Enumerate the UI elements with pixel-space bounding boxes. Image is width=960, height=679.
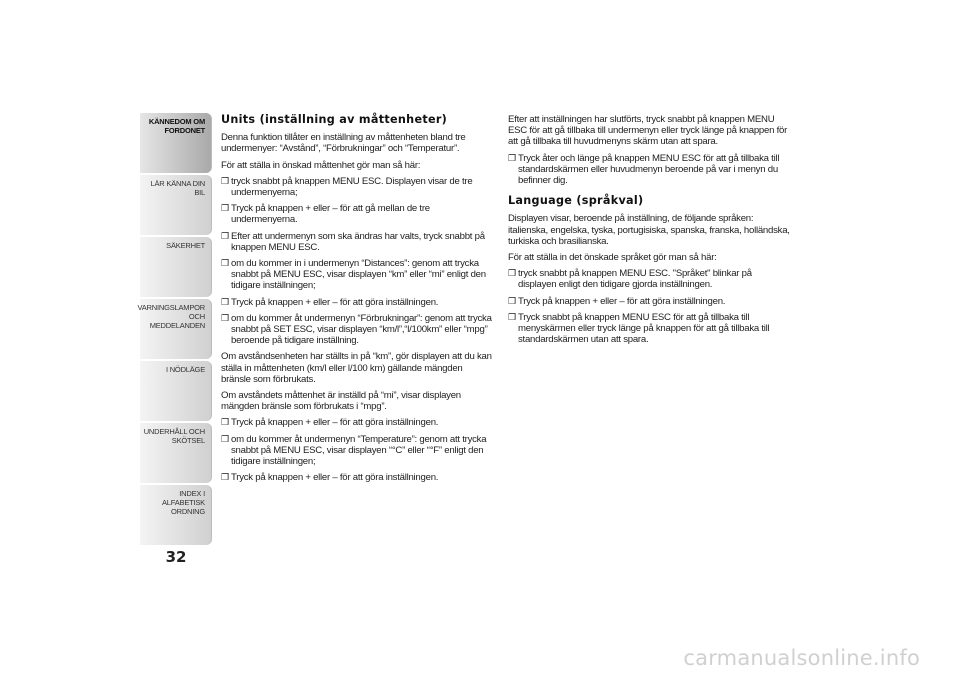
units-instruction: För att ställa in önskad måttenhet gör man så här: [221, 159, 421, 171]
tab-sakerhet[interactable]: SÄKERHET [140, 237, 212, 297]
left-column [221, 114, 493, 488]
language-steps-list [508, 268, 792, 345]
units-km-note: Om avståndsenheten har ställts in på “km”, gör displayen att du kan ställa in måttenheten (km/l eller l/100 km) gällande mängden bränsle som förbrukats. [221, 351, 492, 385]
checkbox-bullet-icon: ❒ [221, 258, 229, 269]
chapter-sidebar [137, 113, 212, 543]
page-number: 32 [165, 548, 187, 566]
checkbox-bullet-icon: ❒ [508, 311, 516, 322]
right-column [508, 114, 792, 350]
units-finish-note: Efter att inställningen har slutförts, tryck snabbt på knappen MENU ESC för att gå tillbaka till undermenyn eller tryck länge på knappen för att gå tillbaka till huvudmenyns skärm utan att spara. [508, 114, 788, 148]
checkbox-bullet-icon: ❒ [221, 230, 229, 241]
watermark: carmanualsonline.info [683, 646, 920, 670]
list-item: ❒ Tryck på knappen + eller – för att göra inställningen. [221, 472, 439, 484]
checkbox-bullet-icon: ❒ [221, 433, 229, 444]
tab-i-nodlage[interactable]: I NÖDLÄGE [140, 361, 212, 421]
list-item: ❒ tryck snabbt på knappen MENU ESC. "Språket" blinkar på displayen enligt den tidigare gjorda inställningen. [508, 268, 752, 291]
units-steps-list [221, 176, 493, 347]
tab-lar-kanna-din-bil[interactable]: LÄR KÄNNA DIN BIL [140, 175, 212, 235]
list-item: ❒ Tryck på knappen + eller – för att göra inställningen. [221, 417, 439, 429]
checkbox-bullet-icon: ❒ [221, 203, 229, 214]
language-heading: Language (språkval) [508, 194, 644, 208]
list-item: ❒ om du kommer åt undermenyn “Förbrukningar”: genom att trycka snabbt på SET ESC, visar displayen “km/l”,“l/100km” eller “mpg” beroende på tidigare inställning. [221, 312, 492, 347]
list-item: ❒ Tryck åter och länge på knappen MENU ESC för att gå tillbaka till standardskärmen eller huvudmenyn beroende på var i menyn du befinner dig. [508, 152, 780, 187]
list-item: ❒ om du kommer in i undermenyn “Distances”: genom att trycka snabbt på MENU ESC, visar displayen “km” eller “mi” enligt den tidigare inställningen; [221, 258, 486, 292]
checkbox-bullet-icon: ❒ [221, 175, 229, 186]
checkbox-bullet-icon: ❒ [508, 295, 516, 306]
checkbox-bullet-icon: ❒ [221, 472, 229, 483]
tab-index[interactable]: INDEX I ALFABETISK ORDNING [140, 485, 212, 545]
list-item: ❒ Efter att undermenyn som ska ändras har valts, tryck snabbt på knappen MENU ESC. [221, 230, 485, 253]
checkbox-bullet-icon: ❒ [221, 417, 229, 428]
units-steps-list-2 [221, 417, 493, 483]
checkbox-bullet-icon: ❒ [508, 268, 516, 279]
units-heading: Units (inställning av måttenheter) [221, 113, 448, 126]
list-item: ❒ Tryck på knappen + eller – för att gå mellan de tre undermenyerna. [221, 203, 430, 226]
checkbox-bullet-icon: ❒ [221, 312, 229, 323]
checkbox-bullet-icon: ❒ [508, 152, 516, 163]
list-item: ❒ Tryck på knappen + eller – för att göra inställningen. [221, 296, 439, 308]
tab-kannedom-om-fordonet[interactable]: KÄNNEDOM OM FORDONET [140, 113, 212, 173]
tab-varningslampor[interactable]: VARNINGSLAMPOR OCH MEDDELANDEN [140, 299, 212, 359]
units-finish-list [508, 153, 792, 187]
list-item: ❒ om du kommer åt undermenyn “Temperature”: genom att trycka snabbt på MENU ESC, visar displayen “°C” eller “°F” enligt den tidigare inställningen; [221, 433, 487, 468]
list-item: ❒ Tryck snabbt på knappen MENU ESC för att gå tillbaka till menyskärmen eller tryck länge på knappen för att gå tillbaka till standardskärmen utan att spara. [508, 311, 770, 346]
units-intro: Denna funktion tillåter en inställning av måttenheten bland tre undermenyer: “Avstånd”, “Förbrukningar” och “Temperatur”. [221, 132, 466, 155]
checkbox-bullet-icon: ❒ [221, 296, 229, 307]
list-item: ❒ Tryck på knappen + eller – för att göra inställningen. [508, 295, 726, 307]
language-intro: Displayen visar, beroende på inställning, de följande språken: italienska, engelska, tyska, portugisiska, spanska, franska, holländska, turkiska och brasilianska. [508, 213, 790, 247]
language-instruction: För att ställa in det önskade språket gör man så här: [508, 252, 717, 264]
list-item: ❒ tryck snabbt på knappen MENU ESC. Displayen visar de tre undermenyerna; [221, 175, 473, 199]
tab-underhall-och-skotsel[interactable]: UNDERHÅLL OCH SKÖTSEL [140, 423, 212, 483]
units-mi-note: Om avståndets måttenhet är inställd på “mi”, visar displayen mängden bränsle som förbrukats i “mpg”. [221, 390, 461, 413]
